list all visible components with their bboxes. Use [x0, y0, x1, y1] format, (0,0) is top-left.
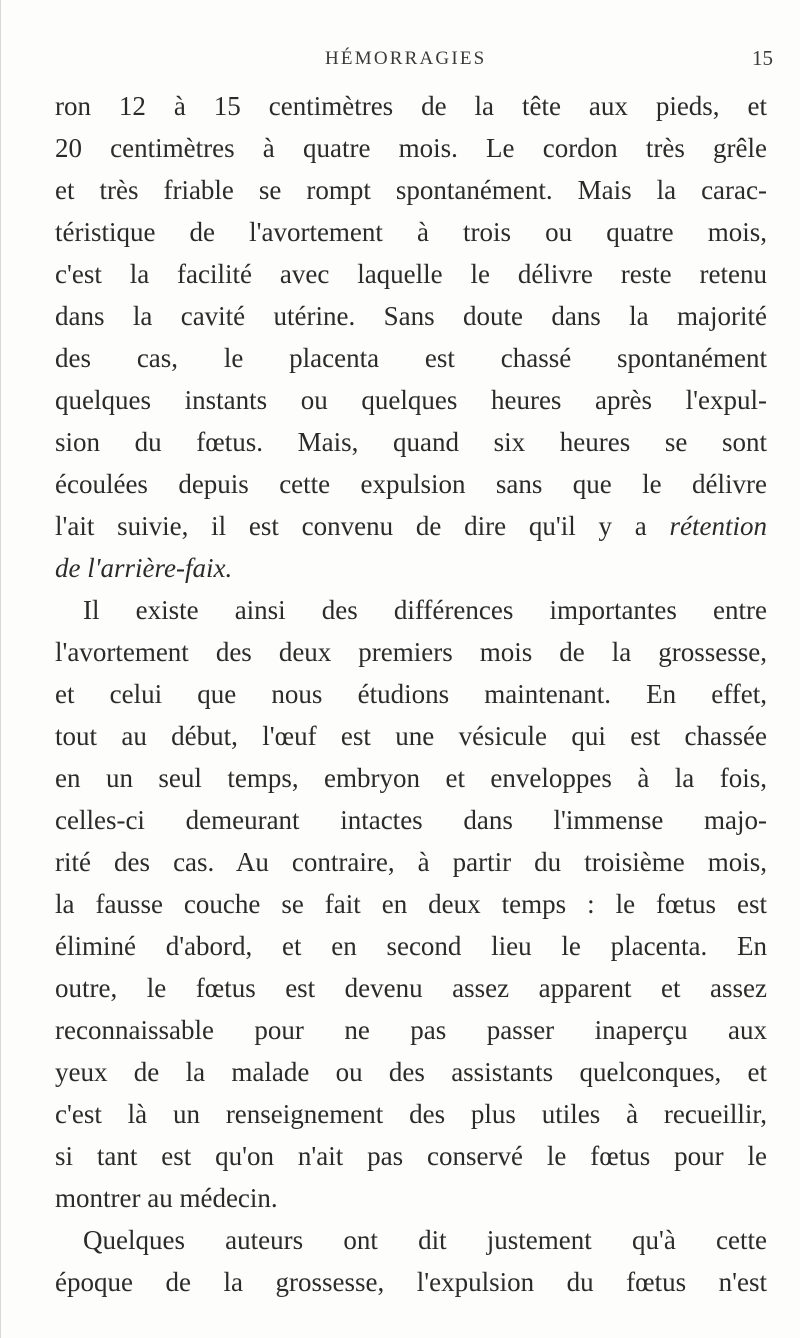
italic-term: rétention — [669, 511, 767, 541]
text-line: des cas, le placenta est chassé spontanément — [55, 343, 767, 373]
italic-term-continued: de l'arrière-faix. — [55, 553, 233, 583]
text-line: c'est la facilité avec laquelle le délivre reste retenu — [55, 259, 767, 289]
running-head — [0, 44, 800, 74]
text-line-term-end — [55, 547, 767, 589]
text-line: et celui que nous étudions maintenant. En effet, — [55, 679, 767, 709]
text-line: et très friable se rompt spontanément. Mais la carac- — [55, 175, 767, 205]
text-line: ron 12 à 15 centimètres de la tête aux pieds, et — [55, 91, 767, 121]
text-line-with-term — [55, 505, 767, 547]
text-line: éliminé d'abord, et en second lieu le placenta. En — [55, 931, 767, 961]
text-line-start: l'ait suivie, il est convenu de dire qu'il y a — [55, 511, 647, 541]
text-line: en un seul temps, embryon et enveloppes à la fois, — [55, 763, 767, 793]
text-line: sion du fœtus. Mais, quand six heures se sont — [55, 427, 767, 457]
text-line: celles-ci demeurant intactes dans l'immense majo- — [55, 805, 767, 835]
text-line: 20 centimètres à quatre mois. Le cordon très grêle — [55, 133, 767, 163]
text-line: dans la cavité utérine. Sans doute dans la majorité — [55, 301, 767, 331]
text-line: tout au début, l'œuf est une vésicule qui est chassée — [55, 721, 767, 751]
paragraph-end-line: montrer au médecin. — [55, 1183, 278, 1213]
text-line: rité des cas. Au contraire, à partir du troisième mois, — [55, 847, 767, 877]
paragraph-start-line: Il existe ainsi des différences importantes entre — [83, 595, 767, 625]
text-line: téristique de l'avortement à trois ou quatre mois, — [55, 217, 767, 247]
text-line: c'est là un renseignement des plus utiles à recueillir, — [55, 1099, 767, 1129]
text-line: l'avortement des deux premiers mois de la grossesse, — [55, 637, 767, 667]
text-line: époque de la grossesse, l'expulsion du fœtus n'est — [55, 1267, 767, 1297]
running-title: HÉMORRAGIES — [325, 48, 487, 69]
page-number: 15 — [752, 46, 773, 70]
text-line: la fausse couche se fait en deux temps : le fœtus est — [55, 889, 767, 919]
paragraph-start-line: Quelques auteurs ont dit justement qu'à cette — [83, 1225, 767, 1255]
text-line: reconnaissable pour ne pas passer inaperçu aux — [55, 1015, 767, 1045]
text-line: si tant est qu'on n'ait pas conservé le fœtus pour le — [55, 1141, 767, 1171]
text-line: outre, le fœtus est devenu assez apparent et assez — [55, 973, 767, 1003]
text-line: quelques instants ou quelques heures après l'expul- — [55, 385, 767, 415]
body-text — [0, 85, 800, 1325]
text-line: yeux de la malade ou des assistants quelconques, et — [55, 1057, 767, 1087]
text-line: écoulées depuis cette expulsion sans que le délivre — [55, 469, 767, 499]
